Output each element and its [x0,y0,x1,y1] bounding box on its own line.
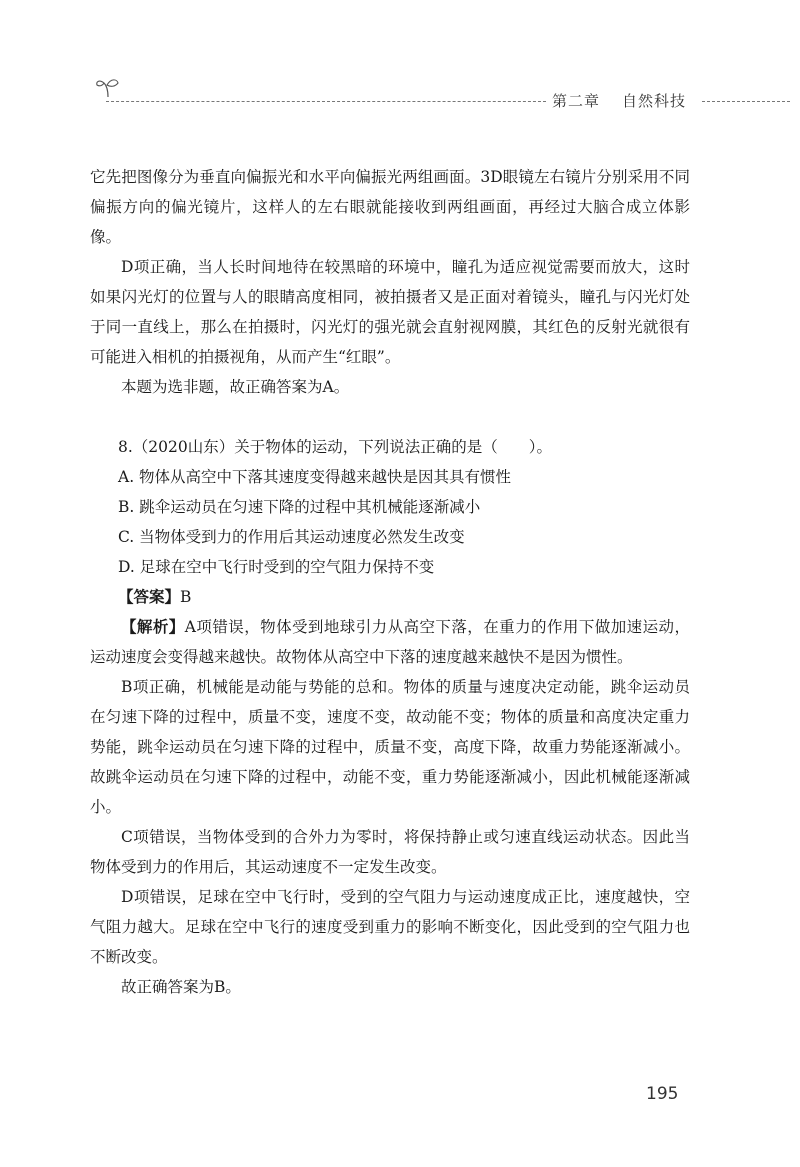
option-a: A. 物体从高空中下落其速度变得越来越快是因其具有惯性 [118,468,512,486]
running-header [90,70,790,110]
analysis-paragraph-4: D项错误，足球在空中飞行时，受到的空气阻力与运动速度成正比，速度越快，空气阻力越大。足球在空中飞行的速度受到重力的影响不断变化，因此受到的空气阻力也不断改变。 [90,888,690,966]
answer-label: 【答案】 [118,588,181,606]
option-b: B. 跳伞运动员在匀速下降的过程中其机械能逐渐减小 [118,498,481,516]
header-rule-left [106,101,546,102]
answer-line [90,582,690,612]
option-c: C. 当物体受到力的作用后其运动速度必然发生改变 [118,528,465,546]
chapter-name: 自然科技 [622,92,687,110]
answer-value: B [180,588,192,606]
analysis-conclusion: 故正确答案为B。 [121,978,241,996]
prev-answer-conclusion: 本题为选非题，故正确答案为A。 [121,378,350,396]
chapter-title [552,90,686,111]
analysis-paragraph-3: C项错误，当物体受到的合外力为零时，将保持静止或匀速直线运动状态。因此当物体受到力的作用后，其运动速度不一定发生改变。 [90,828,690,876]
analysis-text-1: A项错误，物体受到地球引力从高空下落，在重力的作用下做加速运动，运动速度会变得越来越快。故物体从高空中下落的速度越来越快不是因为惯性。 [90,618,690,666]
page-number: 195 [646,1084,679,1104]
option-d: D. 足球在空中飞行时受到的空气阻力保持不变 [118,558,435,576]
prev-answer-paragraph-1: 它先把图像分为垂直向偏振光和水平向偏振光两组画面。3D眼镜左右镜片分别采用不同偏振方向的偏光镜片，这样人的左右眼就能接收到两组画面，再经过大脑合成立体影像。 [90,168,690,246]
header-rule-right [702,101,790,102]
analysis-label: 【解析】 [121,618,185,636]
chapter-number: 第二章 [552,92,601,110]
analysis-paragraph-2: B项正确，机械能是动能与势能的总和。物体的质量与速度决定动能，跳伞运动员在匀速下降的过程中，质量不变，速度不变，故动能不变；物体的质量和高度决定重力势能，跳伞运动员在匀速下降的过程中，质量不变，高度下降，故重力势能逐渐减小。故跳伞运动员在匀速下降的过程中，动能不变，重力势能逐渐减小，因此机械能逐渐减小。 [90,678,690,816]
sprout-icon [94,76,122,98]
page-body [90,162,690,1002]
question-stem: 8.（2020山东）关于物体的运动，下列说法正确的是（ ）。 [118,438,552,456]
prev-answer-paragraph-2: D项正确，当人长时间地待在较黑暗的环境中，瞳孔为适应视觉需要而放大，这时如果闪光灯的位置与人的眼睛高度相同，被拍摄者又是正面对着镜头，瞳孔与闪光灯处于同一直线上，那么在拍摄时，闪光灯的强光就会直射视网膜，其红色的反射光就很有可能进入相机的拍摄视角，从而产生“红眼”。 [90,258,690,366]
analysis-paragraph-1 [90,612,690,672]
